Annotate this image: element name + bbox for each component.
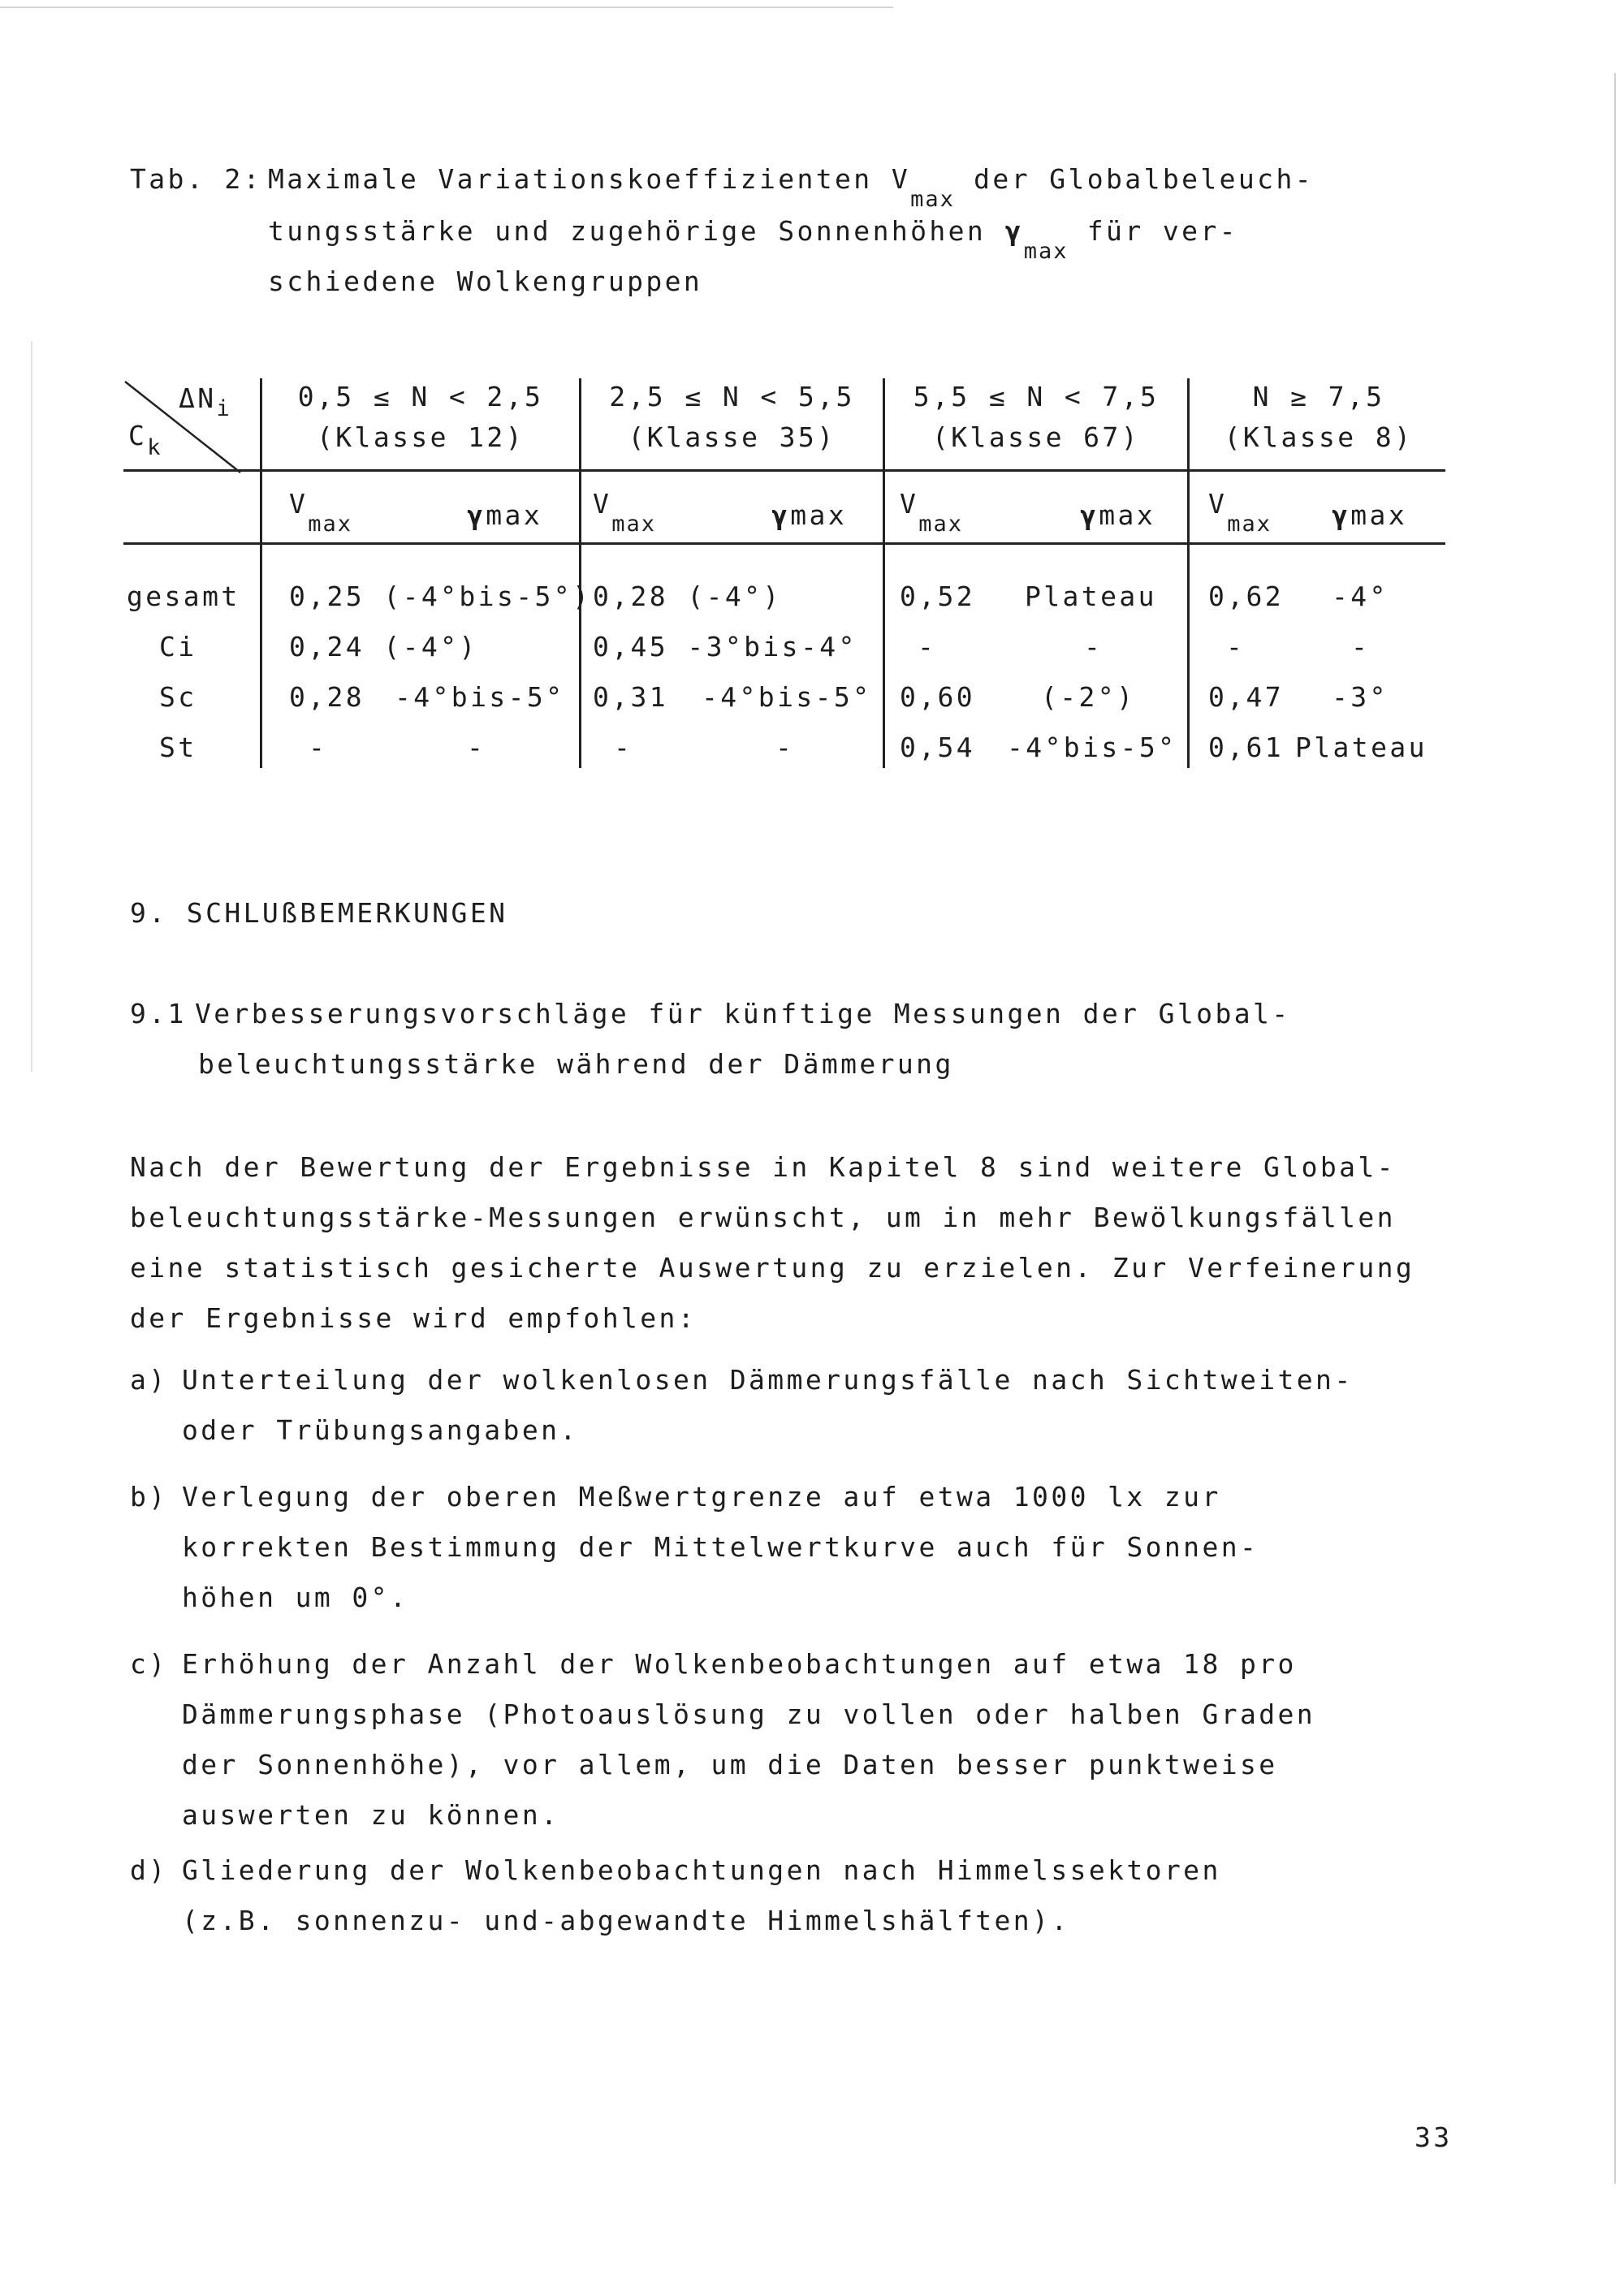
corner-delta-n: $\Delta N_i$	[179, 382, 233, 421]
cell-st-1-v: -	[309, 732, 328, 763]
cell-gesamt-3-v: 0,52	[900, 580, 976, 612]
cell-ci-1: 0,24 (-4°)	[289, 631, 478, 662]
group-header-3-class: (Klasse 67)	[932, 421, 1140, 453]
table-hrule-1	[123, 469, 1445, 472]
cell-sc-4-gamma: -3°	[1332, 681, 1389, 713]
cell-sc-3-v: 0,60	[900, 681, 976, 713]
cell-sc-1-gamma: -4°bis-5°	[395, 681, 565, 713]
list-item-line: Erhöhung der Anzahl der Wolkenbeobachtungen auf etwa 18 pro	[182, 1648, 1297, 1680]
list-item-label: d)	[130, 1854, 168, 1886]
list-item-line: korrekten Bestimmung der Mittelwertkurve auch für Sonnen-	[182, 1531, 1259, 1563]
subheader-vmax-2: $V_{max}$	[593, 488, 657, 537]
cell-ci-3-v: -	[918, 631, 937, 662]
table-caption-line-3: schiedene Wolkengruppen	[268, 265, 703, 297]
scan-edge-line	[0, 6, 893, 8]
cell-sc-3-gamma: (-2°)	[1041, 681, 1136, 713]
cell-st-2-gamma: -	[775, 732, 795, 763]
subheader-gamma-3: γmax	[1080, 499, 1156, 531]
cell-st-3-gamma: -4°bis-5°	[1007, 732, 1177, 763]
cell-gesamt-1: 0,25 (-4°bis-5°)	[289, 580, 592, 612]
scan-right-edge	[1614, 73, 1616, 2184]
cell-sc-2-gamma: -4°bis-5°	[702, 681, 872, 713]
cell-st-2-v: -	[614, 732, 633, 763]
group-header-3-range: 5,5 ≤ N < 7,5	[913, 381, 1160, 412]
paragraph-line: beleuchtungsstärke-Messungen erwünscht, um in mehr Bewölkungsfällen	[130, 1202, 1396, 1233]
cell-gesamt-3-gamma: Plateau	[1025, 580, 1157, 612]
group-header-2-class: (Klasse 35)	[628, 421, 836, 453]
page-number: 33	[1415, 2121, 1453, 2153]
cell-ci-2: 0,45 -3°bis-4°	[593, 631, 857, 662]
row-label-sc: Sc	[159, 681, 197, 713]
corner-ck: $C_k$	[128, 420, 163, 460]
list-item-label: a)	[130, 1364, 168, 1396]
list-item-label: c)	[130, 1648, 168, 1680]
subheader-vmax-4: $V_{max}$	[1208, 488, 1272, 537]
group-header-2-range: 2,5 ≤ N < 5,5	[609, 381, 855, 412]
list-item-line: auswerten zu können.	[182, 1799, 560, 1831]
subheader-vmax-3: $V_{max}$	[900, 488, 964, 537]
cell-st-4-gamma: Plateau	[1295, 732, 1427, 763]
table-caption-label: Tab. 2:	[130, 163, 262, 195]
table-hrule-2	[123, 542, 1445, 545]
subsection-title-line-2: beleuchtungsstärke während der Dämmerung	[198, 1048, 954, 1080]
cell-gesamt-4-gamma: -4°	[1332, 580, 1389, 612]
cell-gesamt-2: 0,28 (-4°)	[593, 580, 782, 612]
cell-st-1-gamma: -	[467, 732, 486, 763]
row-label-st: St	[159, 732, 197, 763]
group-header-4-range: N ≥ 7,5	[1252, 381, 1385, 412]
subheader-vmax-1: $V_{max}$	[289, 488, 353, 537]
subheader-gamma-2: γmax	[771, 499, 848, 531]
list-item-line: Gliederung der Wolkenbeobachtungen nach Himmelssektoren	[182, 1854, 1221, 1886]
group-header-1-class: (Klasse 12)	[317, 421, 525, 453]
body-paragraph	[130, 1151, 1462, 1353]
list-item-line: höhen um 0°.	[182, 1582, 409, 1613]
cell-sc-1-v: 0,28	[289, 681, 365, 713]
list-item-b	[130, 1481, 1462, 1635]
paragraph-line: der Ergebnisse wird empfohlen:	[130, 1302, 698, 1334]
scan-left-edge	[31, 341, 32, 1072]
subsection-title-line-1: Verbesserungsvorschläge für künftige Messungen der Global-	[195, 998, 1291, 1029]
cell-sc-2-v: 0,31	[593, 681, 669, 713]
table-caption-line-1: Maximale Variationskoeffizienten $V_{max}$ der Globalbeleuch-	[268, 163, 1314, 212]
list-item-c	[130, 1648, 1462, 1851]
group-header-4-class: (Klasse 8)	[1224, 421, 1414, 453]
cell-sc-4-v: 0,47	[1208, 681, 1285, 713]
list-item-line: (z.B. sonnenzu- und-abgewandte Himmelshälften).	[182, 1905, 1070, 1936]
paragraph-line: Nach der Bewertung der Ergebnisse in Kapitel 8 sind weitere Global-	[130, 1151, 1396, 1183]
list-item-label: b)	[130, 1481, 168, 1513]
table-caption-line-2: tungsstärke und zugehörige Sonnenhöhen $\gamma_{max}$ für ver-	[268, 215, 1238, 264]
cell-gesamt-4-v: 0,62	[1208, 580, 1285, 612]
paragraph-line: eine statistisch gesicherte Auswertung zu erzielen. Zur Verfeinerung	[130, 1252, 1415, 1284]
list-item-d	[130, 1854, 1462, 1960]
list-item-line: oder Trübungsangaben.	[182, 1414, 579, 1446]
list-item-a	[130, 1364, 1462, 1470]
cell-st-3-v: 0,54	[900, 732, 976, 763]
subheader-gamma-4: γmax	[1332, 499, 1408, 531]
list-item-line: der Sonnenhöhe), vor allem, um die Daten besser punktweise	[182, 1749, 1278, 1780]
list-item-line: Unterteilung der wolkenlosen Dämmerungsfälle nach Sichtweiten-	[182, 1364, 1354, 1396]
list-item-line: Verlegung der oberen Meßwertgrenze auf etwa 1000 lx zur	[182, 1481, 1221, 1513]
cell-st-4-v: 0,61	[1208, 732, 1285, 763]
section-heading: 9. SCHLUßBEMERKUNGEN	[130, 897, 508, 929]
subheader-gamma-1: γmax	[467, 499, 543, 531]
row-label-gesamt: gesamt	[127, 580, 240, 612]
cell-ci-3-gamma: -	[1084, 631, 1104, 662]
row-label-ci: Ci	[159, 631, 197, 662]
list-item-line: Dämmerungsphase (Photoauslösung zu vollen oder halben Graden	[182, 1698, 1316, 1730]
subsection-number: 9.1	[130, 998, 187, 1029]
cell-ci-4-gamma: -	[1351, 631, 1371, 662]
cell-ci-4-v: -	[1226, 631, 1246, 662]
group-header-1-range: 0,5 ≤ N < 2,5	[297, 381, 544, 412]
